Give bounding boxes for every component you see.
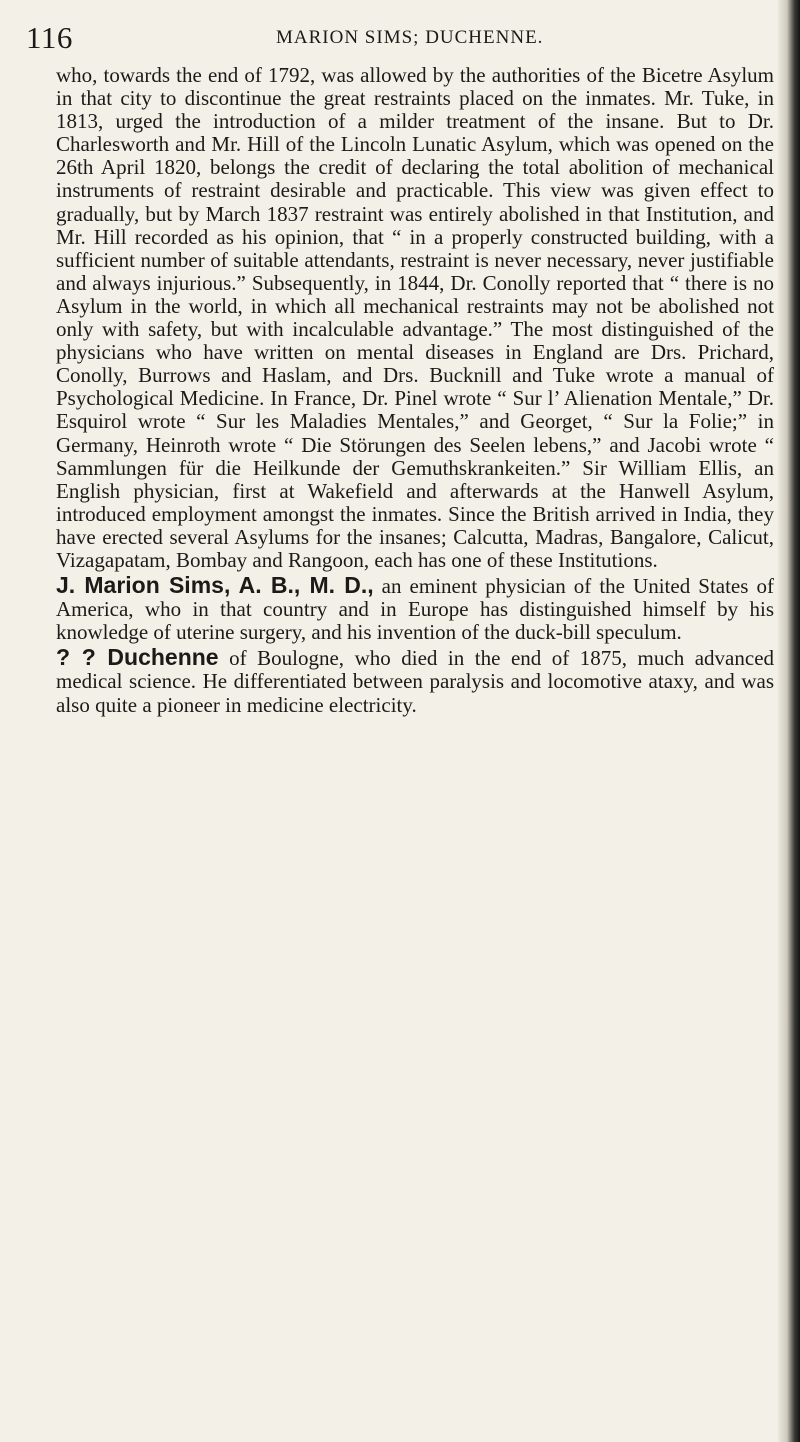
entry-heading-duchenne: ? ? Duchenne xyxy=(56,644,219,671)
running-head: MARION SIMS; DUCHENNE. xyxy=(276,27,544,48)
paragraph-asylum-history xyxy=(56,64,774,572)
paragraph-duchenne xyxy=(56,646,774,716)
page-number: 116 xyxy=(26,20,73,55)
paragraph-marion-sims xyxy=(56,574,774,644)
page-header xyxy=(26,18,776,58)
paragraph-text: an eminent physician of the United States of America, who in that country and in Europe has distinguished himself by his knowledge of uterine surgery, and his invention of the duck-bill speculum. xyxy=(56,574,774,645)
paragraph-text: who, towards the end of 1792, was allowed by the authorities of the Bicetre Asylum in that city to discontinue the great restraints placed on the inmates. Mr. Tuke, in 1813, urged the introduction of a milder treatment of the insane. But to Dr. Charlesworth and Mr. Hill of the Lincoln Lunatic Asylum, which was opened on the 26th April 1820, belongs the credit of declaring the total abolition of mechanical instruments of restraint desirable and practicable. This view was given effect to gradually, but by March 1837 restraint was entirely abolished in that Institution, and Mr. Hill recorded as his opinion, that “ in a properly constructed building, with a sufficient number of suitable attendants, restraint is never necessary, never justifiable and always injurious.” Subsequently, in 1844, Dr. Conolly reported that “ there is no Asylum in the world, in which all mechanical restraints may not be abolished not only with safety, but with incalculable advantage.” The most distinguished of the physicians who have written on mental diseases in England are Drs. Prichard, Conolly, Burrows and Haslam, and Drs. Bucknill and Tuke wrote a manual of Psychological Medicine. In France, Dr. Pinel wrote “ Sur l’ Alienation Mentale,” Dr. Esquirol wrote “ Sur les Maladies Mentales,” and Georget, “ Sur la Folie;” in Germany, Heinroth wrote “ Die Störungen des Seelen lebens,” and Jacobi wrote “ Sammlungen für die Heilkunde der Gemuthskrankeiten.” Sir William Ellis, an English physician, first at Wakefield and afterwards at the Hanwell Asylum, introduced employment amongst the inmates. Since the British arrived in India, they have erected several Asylums for the insanes; Calcutta, Madras, Bangalore, Calicut, Vizagapatam, Bombay and Rangoon, each has one of these Institutions. xyxy=(56,63,774,572)
entry-heading-marion-sims: J. Marion Sims, A. B., M. D., xyxy=(56,572,374,599)
body-text xyxy=(56,64,774,717)
adjacent-page-edge xyxy=(778,0,800,1442)
paragraph-text: of Boulogne, who died in the end of 1875, much advanced medical science. He differentiated between paralysis and locomotive ataxy, and was also quite a pioneer in medicine electricity. xyxy=(56,646,775,717)
